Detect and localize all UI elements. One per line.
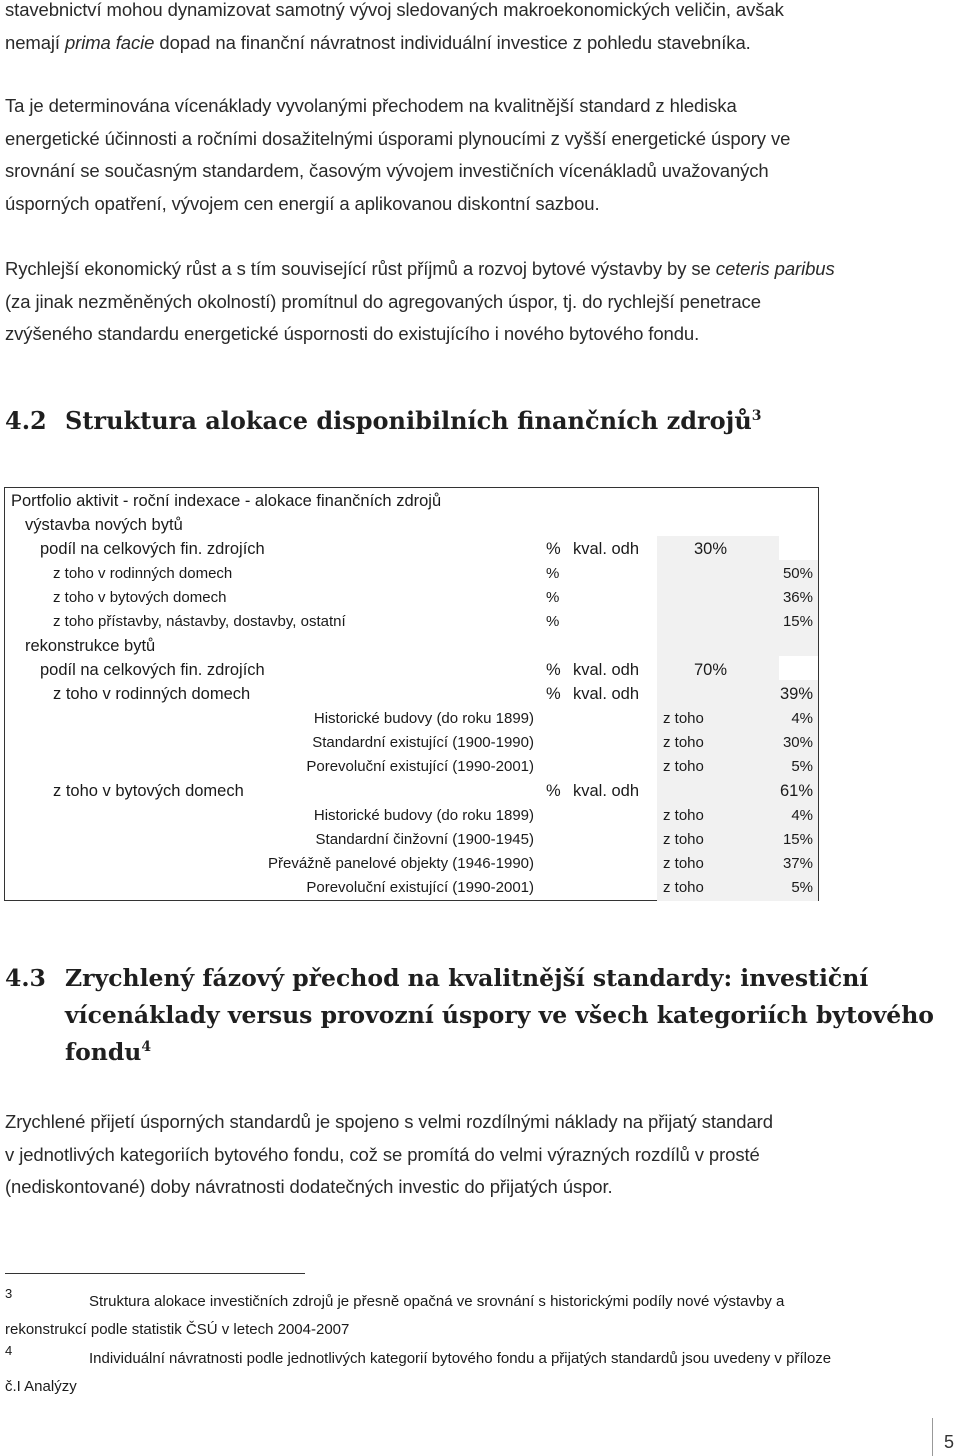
paragraph-line: zvýšeného standardu energetické úspornosti do existujícího i nového bytového fondu.: [5, 323, 700, 344]
paragraph-line: úsporných opatření, vývojem cen energií a aplikovanou diskontní sazbou.: [5, 192, 600, 214]
row-label: Standardní činžovní (1900-1945): [315, 831, 534, 848]
paragraph-line: (za jinak nezměněných okolností) promítnul do agregovaných úspor, tj. do rychlejší penetrace: [5, 290, 761, 312]
section-number: 4.2: [5, 406, 47, 435]
table-row: [5, 537, 818, 561]
intro-text: dopad na finanční návratnost individuální investice z pohledu stavebníka.: [154, 31, 751, 53]
table-row: [5, 804, 818, 828]
paragraph-text: Rychlejší ekonomický růst a s tím související růst příjmů a rozvoj bytové výstavby by se: [5, 258, 716, 279]
value-cell: 70%: [694, 661, 728, 679]
paragraph-line: (nediskontované) doby návratnosti dodatečných investic do přijatých úspor.: [5, 1176, 613, 1197]
unit-cell: %: [546, 540, 561, 558]
footnote-ref: 4: [141, 1039, 152, 1055]
intro-text: nemají: [5, 31, 65, 53]
ztoho-cell: z toho: [663, 807, 704, 824]
row-label: podíl na celkových fin. zdrojích: [40, 661, 265, 679]
table-row: [5, 779, 818, 803]
footnote-3: [5, 1288, 955, 1344]
table-row: [5, 876, 818, 900]
estimate-cell: kval. odh: [573, 685, 640, 703]
page-number-divider: [932, 1418, 933, 1456]
paragraph-growth: [5, 253, 960, 351]
table-title: Portfolio aktivit - roční indexace - alokace finančních zdrojů: [11, 492, 442, 510]
unit-cell: %: [546, 613, 560, 630]
latin-phrase: ceteris paribus: [715, 258, 835, 279]
ztoho-cell: z toho: [663, 855, 704, 872]
footnote-ref: 3: [751, 408, 762, 424]
paragraph-line: [5, 253, 960, 286]
footnote-mark: 4: [5, 1343, 13, 1358]
row-label: z toho v bytových domech: [53, 782, 244, 800]
paragraph-line: srovnání se současným standardem, časovým vývojem investičních vícenákladů uvažovaných: [5, 160, 769, 181]
table-row: [5, 562, 818, 586]
row-label: Porevoluční existující (1990-2001): [306, 879, 534, 896]
allocation-table: [4, 487, 819, 901]
value-cell: 39%: [779, 685, 813, 703]
value-cell: 50%: [782, 565, 813, 582]
value-cell: 5%: [791, 758, 813, 775]
footnote-mark: 3: [5, 1286, 13, 1301]
value-cell: 15%: [782, 613, 813, 630]
table-row: [5, 586, 818, 610]
table-row: [5, 852, 818, 876]
row-label: Historické budovy (do roku 1899): [313, 710, 534, 727]
table-row: [5, 707, 818, 731]
ztoho-cell: z toho: [663, 758, 704, 775]
section-title: fondu: [65, 1038, 142, 1066]
section-label: rekonstrukce bytů: [25, 637, 156, 655]
table-row: [5, 513, 818, 537]
section-title: vícenáklady versus provozní úspory ve všech kategoriích bytového: [65, 1001, 934, 1029]
footnote-text: č.I Analýzy: [5, 1378, 77, 1395]
footnote-separator: [5, 1273, 305, 1274]
value-cell: 30%: [694, 540, 728, 558]
footnote-4: [5, 1345, 955, 1401]
latin-phrase: prima facie: [64, 31, 155, 53]
ztoho-cell: z toho: [663, 710, 704, 727]
unit-cell: %: [546, 782, 561, 800]
paragraph-accelerated: [5, 1106, 960, 1204]
unit-cell: %: [546, 661, 561, 679]
section-heading-4-3: [5, 964, 934, 1075]
row-label: Standardní existující (1900-1990): [312, 734, 534, 751]
row-label: z toho přístavby, nástavby, dostavby, ostatní: [53, 613, 346, 630]
table-row: [5, 682, 818, 706]
value-cell: 30%: [782, 734, 813, 751]
estimate-cell: kval. odh: [573, 782, 640, 800]
paragraph-line: energetické účinnosti a ročními dosažitelnými úsporami plynoucími z vyšší energetické úspory ve: [5, 127, 791, 149]
unit-cell: %: [546, 589, 560, 606]
page-number: 5: [943, 1432, 954, 1452]
section-number: 4.3: [5, 964, 46, 992]
paragraph-line: Zrychlené přijetí úsporných standardů je spojeno s velmi rozdílnými náklady na přijatý standard: [5, 1111, 773, 1132]
paragraph-line: v jednotlivých kategoriích bytového fondu, což se promítá do velmi výrazných rozdílů v prosté: [5, 1143, 760, 1165]
ztoho-cell: z toho: [663, 734, 704, 751]
section-title: Zrychlený fázový přechod na kvalitnější standardy: investiční: [65, 964, 869, 992]
table-row: [5, 731, 818, 755]
estimate-cell: kval. odh: [573, 540, 640, 558]
footnote-text: Individuální návratnosti podle jednotlivých kategorií bytového fondu a přijatých standardů jsou uvedeny v příloze: [89, 1350, 832, 1367]
section-label: výstavba nových bytů: [25, 516, 183, 534]
section-title: Struktura alokace disponibilních finančních zdrojů: [65, 406, 752, 435]
heading-line: [5, 1001, 934, 1038]
row-label: z toho v bytových domech: [53, 589, 227, 606]
intro-line-2: [5, 27, 960, 60]
ztoho-cell: z toho: [663, 879, 704, 896]
row-label: z toho v rodinných domech: [53, 565, 233, 582]
value-cell: 36%: [782, 589, 813, 606]
estimate-cell: kval. odh: [573, 661, 640, 679]
section-heading-4-2: [5, 406, 762, 435]
table-row: [5, 755, 818, 779]
table-row: [5, 489, 818, 513]
row-label: podíl na celkových fin. zdrojích: [40, 540, 265, 558]
heading-line: [5, 964, 934, 1001]
table-row: [5, 658, 818, 682]
unit-cell: %: [546, 685, 561, 703]
row-label: Historické budovy (do roku 1899): [313, 807, 534, 824]
intro-line-1: stavebnictví mohou dynamizovat samotný vývoj sledovaných makroekonomických veličin, avšak: [5, 0, 784, 20]
heading-line: [5, 1038, 934, 1075]
value-cell: 4%: [791, 807, 813, 824]
row-label: Porevoluční existující (1990-2001): [306, 758, 534, 775]
value-cell: 5%: [791, 879, 813, 896]
value-cell: 37%: [782, 855, 813, 872]
value-cell: 61%: [779, 782, 813, 800]
paragraph-line: Ta je determinována vícenáklady vyvolanými přechodem na kvalitnější standard z hlediska: [5, 95, 737, 116]
paragraph-determination: [5, 90, 960, 220]
row-label: z toho v rodinných domech: [53, 685, 251, 703]
intro-paragraph: [5, 0, 960, 59]
table-row: [5, 610, 818, 634]
ztoho-cell: z toho: [663, 831, 704, 848]
value-cell: 15%: [782, 831, 813, 848]
footnote-text: Struktura alokace investičních zdrojů je přesně opačná ve srovnání s historickými podíly nové výstavby a: [89, 1293, 785, 1310]
footnote-text: rekonstrukcí podle statistik ČSÚ v letech 2004-2007: [5, 1321, 350, 1338]
table-row: [5, 828, 818, 852]
table-row: [5, 634, 818, 658]
unit-cell: %: [546, 565, 560, 582]
row-label: Převážně panelové objekty (1946-1990): [267, 855, 534, 872]
value-cell: 4%: [791, 710, 813, 727]
